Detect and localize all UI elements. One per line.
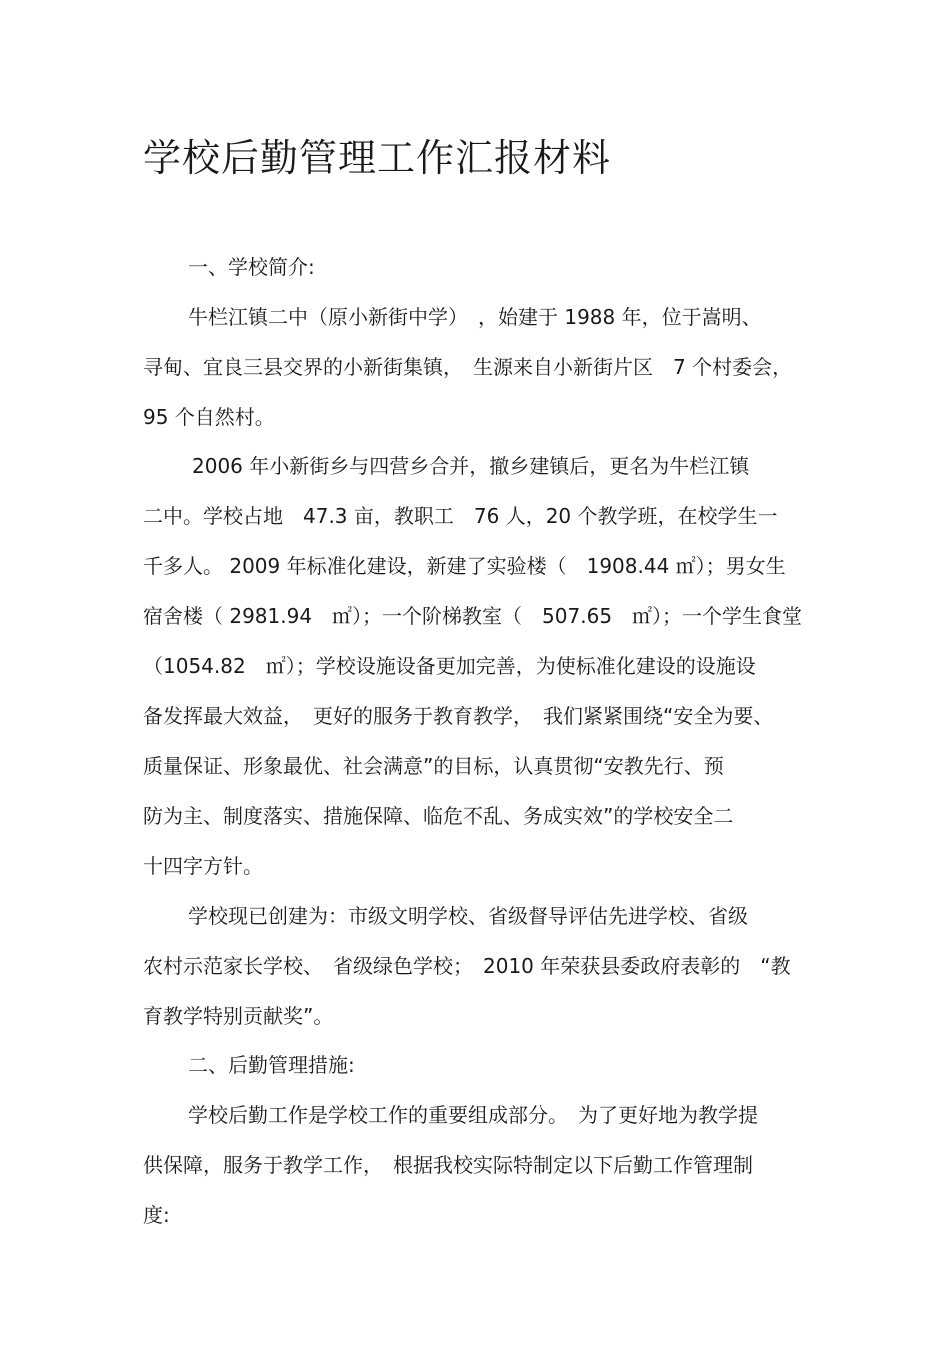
paragraph-line: 二中。学校占地 47.3 亩，教职工 76 人，20 个教学班，在校学生一 xyxy=(143,504,778,528)
paragraph-line: 学校现已创建为：市级文明学校、省级督导评估先进学校、省级 xyxy=(188,904,748,928)
paragraph-line: 十四字方针。 xyxy=(143,854,263,878)
paragraph-line: 农村示范家长学校、 省级绿色学校； 2010 年荣获县委政府表彰的 “教 xyxy=(143,954,791,978)
paragraph-line: 供保障，服务于教学工作， 根据我校实际特制定以下后勤工作管理制 xyxy=(143,1153,753,1177)
paragraph-line: 度: xyxy=(143,1203,170,1227)
paragraph-line: （1054.82 ㎡）；学校设施设备更加完善，为使标准化建设的设施设 xyxy=(143,654,756,678)
paragraph-line: 育教学特别贡献奖”。 xyxy=(143,1004,334,1028)
paragraph-line: 质量保证、形象最优、社会满意”的目标，认真贯彻“安教先行、预 xyxy=(143,754,724,778)
document-title: 学校后勤管理工作汇报材料 xyxy=(143,136,612,180)
section-heading-logistics: 二、后勤管理措施: xyxy=(188,1053,355,1077)
paragraph-line: 千多人。 2009 年标准化建设，新建了实验楼（ 1908.44 ㎡）；男女生 xyxy=(143,554,786,578)
paragraph-line: 备发挥最大效益， 更好的服务于教育教学， 我们紧紧围绕“安全为要、 xyxy=(143,704,774,728)
paragraph-line: 学校后勤工作是学校工作的重要组成部分。 为了更好地为教学提 xyxy=(188,1103,758,1127)
paragraph-line: 2006 年小新街乡与四营乡合并，撤乡建镇后，更名为牛栏江镇 xyxy=(192,454,750,478)
paragraph-line: 牛栏江镇二中（原小新街中学） ，始建于 1988 年，位于嵩明、 xyxy=(188,305,762,329)
paragraph-line: 95 个自然村。 xyxy=(143,405,275,429)
paragraph-line: 防为主、制度落实、措施保障、临危不乱、务成实效”的学校安全二 xyxy=(143,804,734,828)
paragraph-line: 寻甸、宜良三县交界的小新街集镇， 生源来自小新街片区 7 个村委会， xyxy=(143,355,793,379)
paragraph-line: 宿舍楼（ 2981.94 ㎡）；一个阶梯教室（ 507.65 ㎡）；一个学生食堂 xyxy=(143,604,803,628)
section-heading-intro: 一、学校简介: xyxy=(188,255,315,279)
